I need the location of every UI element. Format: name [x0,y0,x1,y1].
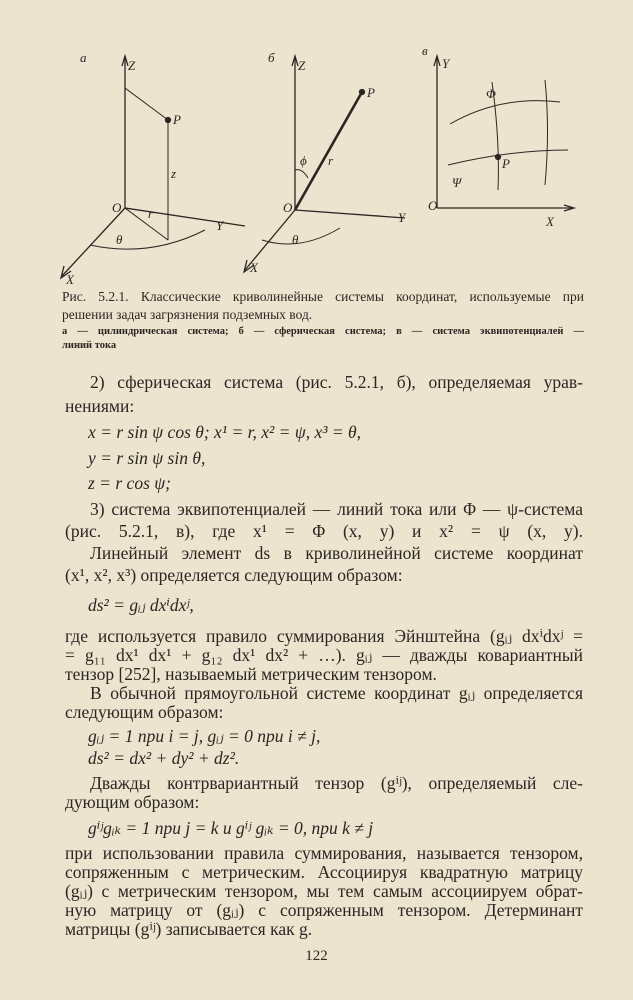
panel-tag: в [422,43,428,58]
paragraph-line: матрицы (gⁱʲ) записывается как g. [65,919,313,939]
y-axis [295,210,405,218]
point-marker [496,155,501,160]
point-marker [360,90,365,95]
polar-arc [295,170,308,178]
panel-a-cylindrical [61,50,245,286]
paragraph-line: где используется правило суммирования Эйнштейна (gᵢⱼ dxⁱdxʲ = [65,626,583,646]
point-label: P [367,85,375,100]
figure-subcaption: линий тока [62,340,117,351]
equation: y = r sin ψ sin θ, [88,448,206,468]
paragraph-line: = g₁₁ dx¹ dx¹ + g₁₂ dx¹ dx² + …). gᵢⱼ — дважды ковариантный [65,645,583,665]
paragraph-line: (x¹, x², x³) определяется следующим образом: [65,565,403,585]
paragraph-line: нениями: [65,396,135,416]
paragraph-line: Дважды контрвариантный тензор (gⁱʲ), определяемый сле- [90,773,583,793]
paragraph-line: следующим образом: [65,702,224,722]
page-number: 122 [305,948,328,964]
polar-label: ϕ [300,153,307,168]
panel-tag: б [268,50,275,65]
origin-label: O [283,200,293,215]
paragraph-line: 3) система эквипотенциалей — линий тока или Φ — ψ-система [90,499,583,519]
equation: ds² = dx² + dy² + dz². [88,748,240,768]
axis-label: Y [442,56,450,71]
panel-tag: а [80,50,87,65]
curve [545,80,548,185]
radius-label: r [328,153,334,168]
axis-label: X [66,272,74,286]
equation: x = r sin ψ cos θ; x¹ = r, x² = ψ, x³ = θ, [88,422,361,442]
paragraph-line: при использовании правила суммирования, называется тензором, [65,843,583,863]
axis-label: Z [128,58,136,73]
paragraph-line: (рис. 5.2.1, в), где x¹ = Φ (x, y) и x² = ψ (x, y). [65,521,583,541]
y-axis [125,208,245,226]
figure-subcaption: а — цилиндрическая система; б — сферическая система; в — система эквипотенциалей — [62,326,584,337]
phi-label: Φ [486,86,496,101]
paragraph-line: сопряженным с метрическим. Ассоциируя квадратную матрицу [65,862,583,882]
psi-label: Ψ [452,175,462,190]
height-label: z [171,166,177,181]
panel-c-equipotential [422,43,574,229]
radius-line [125,208,168,240]
figure-caption: Рис. 5.2.1. Классические криволинейные системы координат, используемые при [62,289,584,304]
axis-label: Y [398,210,406,225]
guide-line [125,88,168,120]
equation: ds² = gᵢⱼ dxⁱdxʲ, [88,595,194,615]
paragraph-line: В обычной прямоугольной системе координат gᵢⱼ определяется [90,683,583,703]
origin-label: O [428,198,438,213]
equation: gᵢⱼ = 1 при i = j, gᵢⱼ = 0 при i ≠ j, [88,726,321,746]
paragraph-line: Линейный элемент ds в криволинейной системе координат [90,543,583,563]
angle-label: θ [292,232,299,247]
curve [450,101,560,124]
radius-label: r [148,206,154,221]
angle-label: θ [116,232,123,247]
panel-b-spherical [244,50,407,275]
origin-label: O [112,200,122,215]
point-label: P [173,112,181,127]
angle-arc [90,230,205,249]
axis-label: X [250,260,258,275]
axis-label: Z [298,58,306,73]
paragraph-line: 2) сферическая система (рис. 5.2.1, б), определяемая урав- [90,372,583,392]
paragraph-line: тензор [252], называемый метрическим тензором. [65,664,437,684]
point-label: P [502,156,510,171]
paragraph-line: дующим образом: [65,792,200,812]
point-marker [166,118,171,123]
axis-label: Y [216,218,224,233]
paragraph-line: (gᵢⱼ) с метрическим тензором, мы тем самым ассоциируем обрат- [65,881,583,901]
equation: z = r cos ψ; [88,473,171,493]
figure-caption: решении задач загрязнения подземных вод. [62,307,313,322]
radius-line [295,92,362,210]
coordinate-systems-figure [0,0,633,286]
axis-label: X [546,214,554,229]
paragraph-line: ную матрицу от (gᵢⱼ) с сопряженным тензором. Детерминант [65,900,583,920]
equation: gⁱʲgᵢₖ = 1 при j = k и gⁱʲ gᵢₖ = 0, при k ≠ j [88,818,374,838]
